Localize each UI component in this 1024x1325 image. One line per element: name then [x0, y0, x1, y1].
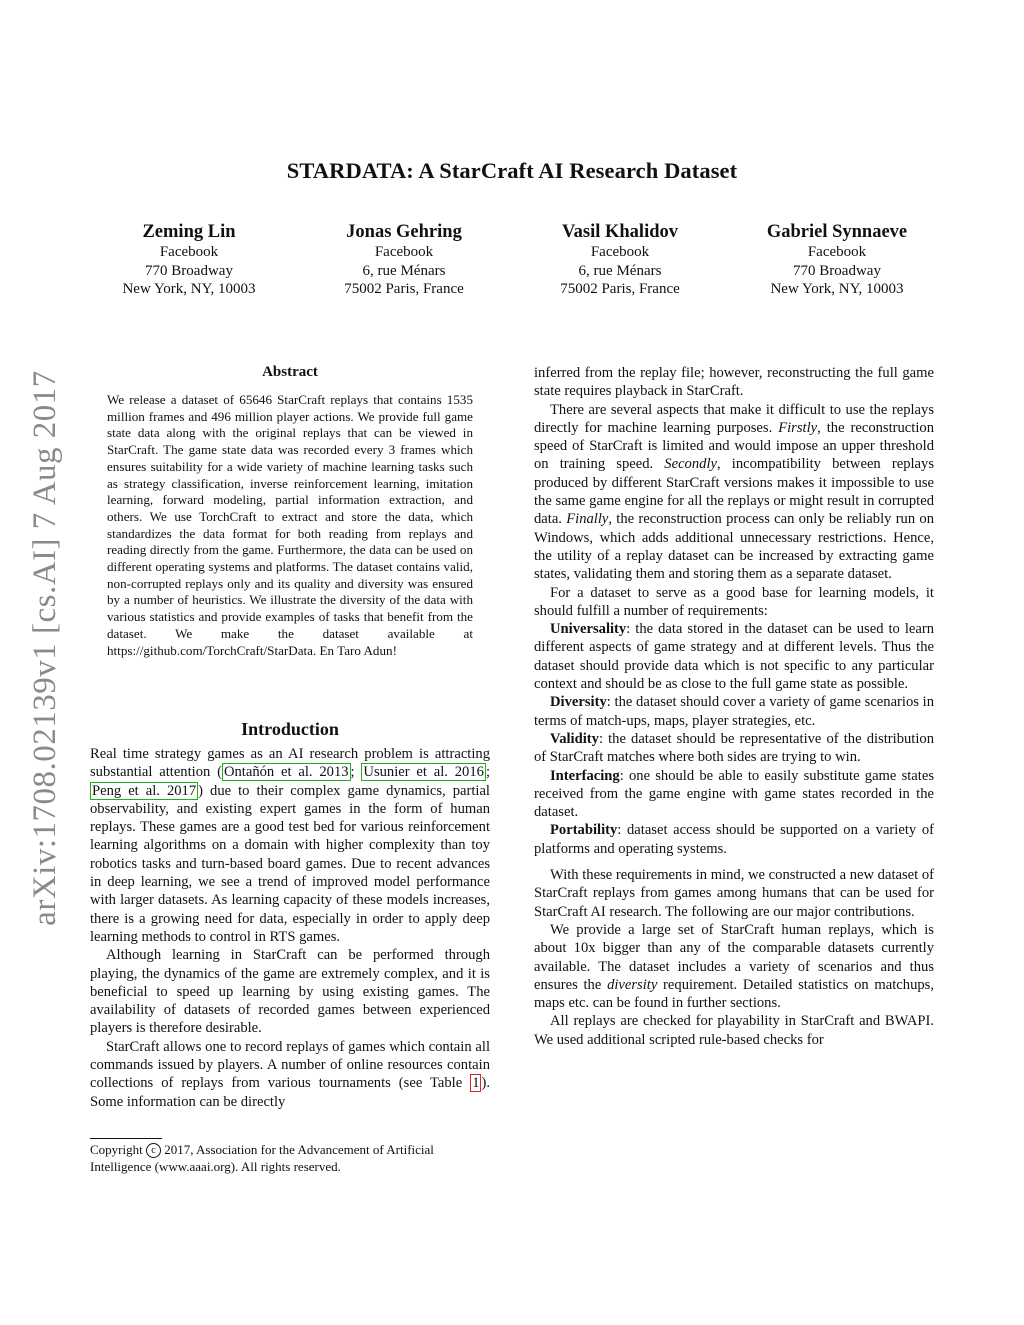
- citation-link[interactable]: Usunier et al. 2016: [363, 764, 484, 781]
- author-address: 770 Broadway: [793, 262, 881, 279]
- author-name: Jonas Gehring: [346, 222, 462, 242]
- author-affiliation: Facebook: [159, 244, 219, 260]
- body-paragraph: With these requirements in mind, we constructed a new dataset of StarCraft replays from games among humans that can be used for StarCraft AI research. The following are our major contributions.: [534, 867, 934, 920]
- body-paragraph: inferred from the replay file; however, reconstructing the full game state requires playback in StarCraft.: [534, 365, 934, 400]
- author-address: 6, rue Ménars: [362, 262, 446, 279]
- body-paragraph: There are several aspects that make it difficult to use the replays directly for machine learning purposes. Firstly, the reconstruction speed of StarCraft is limited and would impose an upper threshold on training speed. Secondly, incompatibility between replays produced by different StarCraft versions makes it impossible to use the same game engine for all the replays or might result in corrupted data. Finally, the reconstruction process can only be reliably run on Windows, which adds additional unnecessary restrictions. Hence, the utility of a replay dataset can be increased by extracting game states, validating them and storing them as a separate dataset.: [534, 401, 934, 583]
- requirement-item: Universality: the data stored in the dataset can be used to learn different aspects of game strategy and at different levels. Thus the dataset should provide data which is not specific to any particular context and should be as close to the full game state as possible.: [534, 621, 934, 693]
- author-city: 75002 Paris, France: [560, 281, 680, 298]
- body-paragraph: We provide a large set of StarCraft human replays, which is about 10x bigger than any of the comparable datasets currently available. The dataset includes a variety of scenarios and thus ensures the diversity requirement. Detailed statistics on matchups, maps etc. can be found in further sections.: [534, 921, 934, 1012]
- author-block: [79, 221, 299, 299]
- left-column-body: [90, 745, 490, 1111]
- intro-paragraph: Although learning in StarCraft can be performed through playing, the dynamics of the game are extremely complex, and it is beneficial to speed up learning by using existing games. The availability of datasets of recorded games between experienced players is therefore desirable.: [90, 947, 490, 1037]
- footnote-divider: [90, 1138, 162, 1139]
- author-city: New York, NY, 10003: [770, 281, 904, 298]
- copyright-footnote: Copyright c 2017, Association for the Advancement of Artificial Intelligence (www.aaai.org). All rights reserved.: [90, 1142, 434, 1174]
- author-block: [294, 221, 514, 299]
- arxiv-stamp: arXiv:1708.02139v1 [cs.AI] 7 Aug 2017: [27, 370, 63, 926]
- abstract-heading: Abstract: [262, 364, 318, 380]
- table-reference-link[interactable]: 1: [472, 1075, 480, 1092]
- author-block: [510, 221, 730, 299]
- author-city: 75002 Paris, France: [344, 281, 464, 298]
- abstract-text: We release a dataset of 65646 StarCraft replays that contains 1535 million frames and 496 million player actions. We provide full game state data along with the original replays that can be viewed in StarCraft. The game state data was recorded every 3 frames which ensures suitability for a wide variety of machine learning tasks such as strategy classification, inverse reinforcement learning, imitation learning, forward modeling, partial information extraction, and others. We use TorchCraft to extract and store the data, which standardizes the data format for both reading from replays and reading directly from the game. Furthermore, the data can be used on different operating systems and platforms. The dataset contains valid, non-corrupted replays only and its quality and diversity was ensured by a number of heuristics. We illustrate the diversity of the data with various statistics and provide examples of tasks that benefit from the dataset. We make the dataset available at https://github.com/TorchCraft/StarData. En Taro Adun!: [107, 392, 473, 658]
- author-city: New York, NY, 10003: [122, 281, 256, 298]
- body-paragraph: All replays are checked for playability in StarCraft and BWAPI. We used additional scripted rule-based checks for: [534, 1013, 934, 1048]
- author-affiliation: Facebook: [807, 244, 867, 260]
- paper-title: STARDATA: A StarCraft AI Research Dataset: [286, 158, 738, 183]
- author-name: Gabriel Synnaeve: [766, 222, 908, 242]
- author-address: 770 Broadway: [145, 262, 233, 279]
- author-address: 6, rue Ménars: [578, 262, 662, 279]
- intro-paragraph: Real time strategy games as an AI research problem is attracting substantial attention ( Ontañón et al. 2013 ; Usunier et al. 2016 ; Peng et al. 2017 ) due to their complex game dynamics, partial observability, and existing expert games in the form of human replays. These games are a good test bed for various reinforcement learning algorithms on a domain with higher complexity than toy robotics tasks and turn-based board games. Due to recent advances in deep learning, we see a trend of improved model performance with larger datasets. As learning capacity of these models increases, there is a growing need for data, especially in order to apply deep learning methods to control in RTS games.: [90, 746, 490, 945]
- copyright-icon: c: [146, 1143, 161, 1158]
- introduction-heading: Introduction: [241, 719, 339, 739]
- author-name: Zeming Lin: [142, 222, 236, 242]
- citation-link[interactable]: Ontañón et al. 2013: [223, 764, 349, 781]
- author-name: Vasil Khalidov: [561, 222, 678, 242]
- requirement-item: Validity: the dataset should be representative of the distribution of StarCraft matches where both sides are trying to win.: [534, 730, 934, 766]
- author-block: [727, 221, 947, 299]
- right-column-body: [534, 364, 934, 1049]
- citation-link[interactable]: Peng et al. 2017: [92, 782, 197, 799]
- intro-paragraph: StarCraft allows one to record replays of games which contain all commands issued by players. A number of online resources contain collections of replays from various tournaments (see Table 1 ). Some information can be directly: [90, 1038, 490, 1110]
- requirement-item: Portability: dataset access should be supported on a variety of platforms and operating systems.: [534, 822, 934, 857]
- requirement-item: Interfacing: one should be able to easily substitute game states received from the game engine with game states recorded in the dataset.: [534, 767, 934, 821]
- body-paragraph: For a dataset to serve as a good base for learning models, it should fulfill a number of requirements:: [534, 584, 934, 619]
- requirement-item: Diversity: the dataset should cover a variety of game scenarios in terms of match-ups, maps, player strategies, etc.: [534, 694, 934, 729]
- author-affiliation: Facebook: [590, 244, 650, 260]
- author-affiliation: Facebook: [374, 244, 434, 260]
